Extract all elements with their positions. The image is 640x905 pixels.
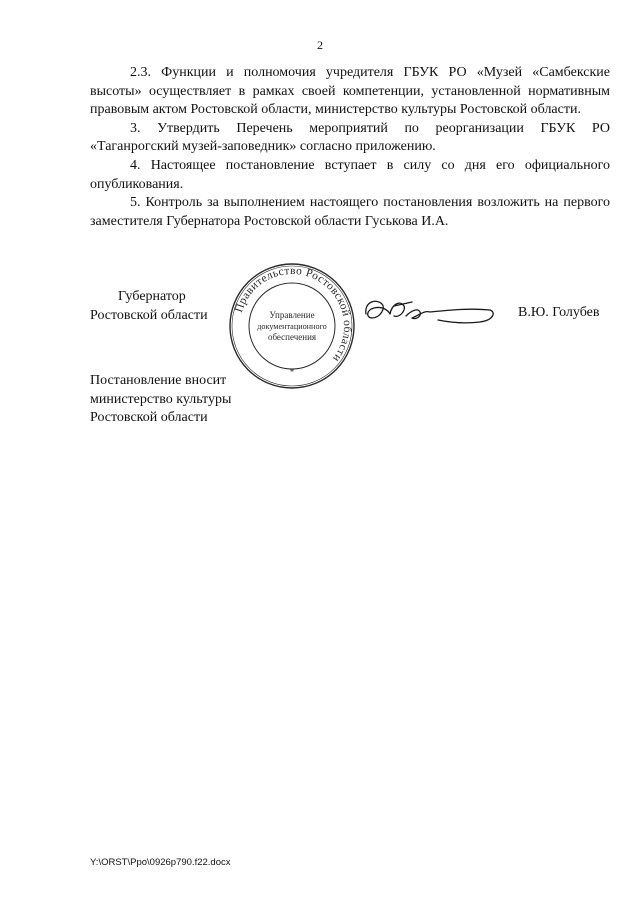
submitter-line1: Постановление вносит [90, 373, 227, 388]
signatory-title-line2: Ростовской области [90, 307, 208, 323]
file-path-footer: Y:\ORST\Ppo\0926p790.f22.docx [90, 857, 231, 868]
seal-star-icon: * [289, 367, 295, 377]
paragraph-5: 5. Контроль за выполнением настоящего постановления возложить на первого заместителя Губернатора Ростовской области Гуськова И.А. [90, 195, 610, 229]
handwritten-signature [360, 292, 500, 332]
seal-inner-line1: Управление [269, 310, 315, 320]
signatory-title-line1: Губернатор [118, 289, 186, 304]
signatory-title [90, 288, 208, 325]
paragraph-2-3: 2.3. Функции и полномочия учредителя ГБУК РО «Музей «Самбекские высоты» осуществляет в рамках своей компетенции, установленной нормативным правовым актом Ростовской области, министерство культуры Ростовской области. [90, 65, 610, 118]
official-seal [228, 262, 356, 390]
signer-name: В.Ю. Голубев [518, 305, 600, 320]
submitter-block [90, 372, 231, 428]
seal-outer-text: Правительство Ростовской области [232, 264, 354, 365]
paragraph-3: 3. Утвердить Перечень мероприятий по реорганизации ГБУК РО «Таганрогский музей-заповедник» согласно приложению. [90, 120, 610, 155]
body-text [90, 64, 610, 231]
seal-inner-line3: обеспечения [267, 332, 317, 342]
submitter-line3: Ростовской области [90, 410, 208, 426]
paragraph-4: 4. Настоящее постановление вступает в силу со дня его официального опубликования. [90, 157, 610, 192]
page-number: 2 [317, 38, 323, 52]
seal-inner-line2: документационного [257, 322, 327, 331]
submitter-line2: министерство культуры [90, 391, 232, 407]
